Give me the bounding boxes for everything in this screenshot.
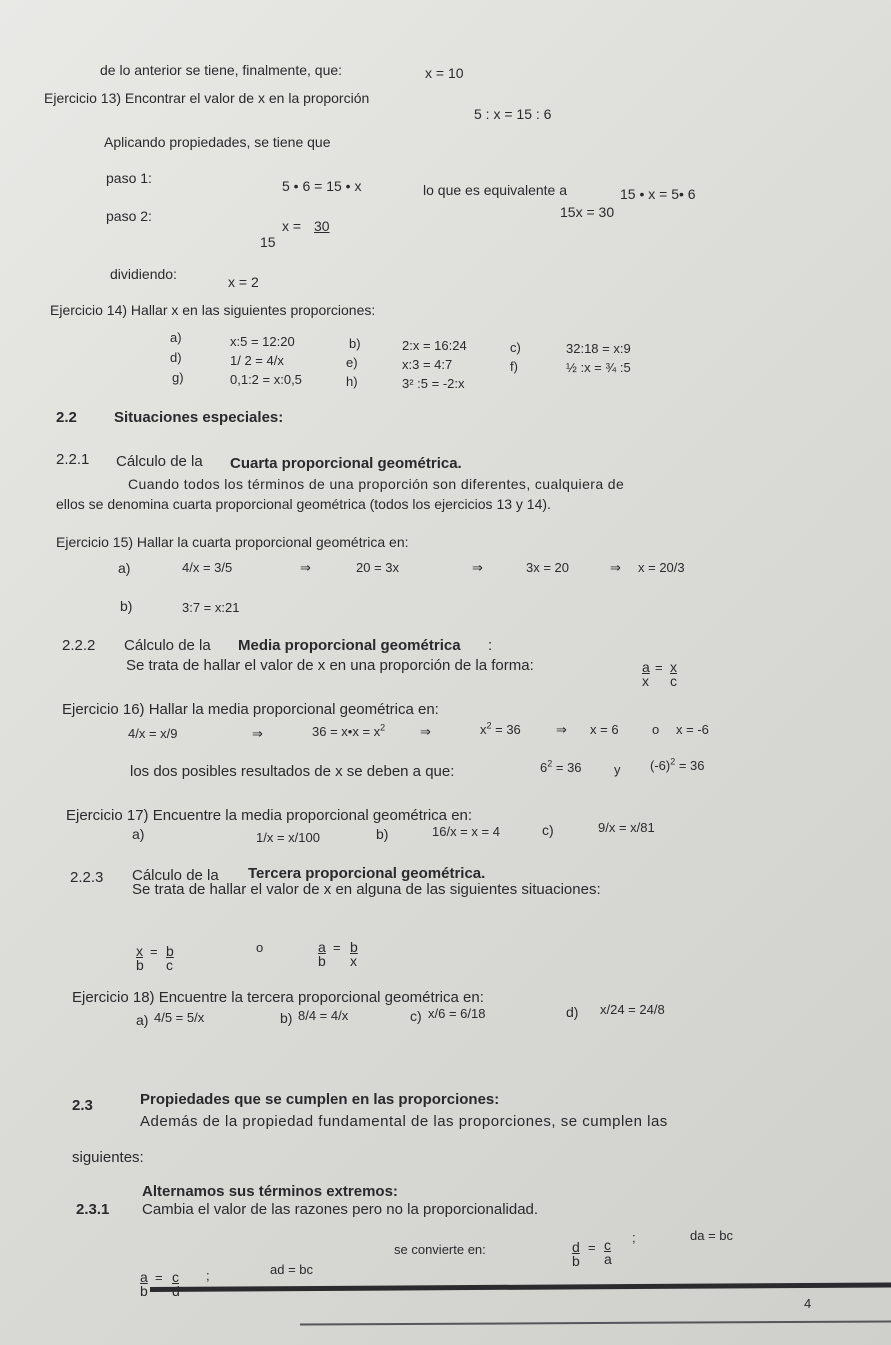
ex13-step1-eq: 5 • 6 = 15 • x (282, 178, 362, 194)
ex17-title: Ejercicio 17) Encuentre la media proporcional geométrica en: (66, 807, 473, 824)
ex16-step2 (312, 724, 385, 740)
ex16-arrow3: ⇒ (556, 722, 567, 737)
ex13-step2-den: 15 (260, 234, 276, 250)
s222-form-eq: = (655, 660, 663, 675)
ex18-d-eq: x/24 = 24/8 (600, 1002, 665, 1017)
s223-para: Se trata de hallar el valor de x en alguna de las siguientes situaciones: (132, 881, 601, 898)
s222-form-frac-a (642, 660, 650, 688)
s231-frac-db (572, 1240, 580, 1268)
ex18-a-label: a) (136, 1012, 149, 1028)
s223-title-bold: Tercera proporcional geométrica. (248, 865, 486, 882)
ex17-a-label: a) (132, 826, 145, 842)
ex13-step1-label: paso 1: (106, 170, 152, 186)
ex17-a-eq: 1/x = x/100 (256, 830, 320, 845)
ex13-equivalent-text: lo que es equivalente a (423, 182, 567, 198)
s223-f4-den: x (350, 953, 357, 969)
ex13-step2-label: paso 2: (106, 208, 152, 224)
ex16-step3 (480, 722, 521, 738)
s223-eq2: = (333, 940, 341, 955)
s223-f1 (136, 944, 144, 972)
ex16-title: Ejercicio 16) Hallar la media proporcional geométrica en: (62, 701, 439, 718)
ex16-step5: x = -6 (676, 722, 709, 737)
ex18-b-label: b) (280, 1010, 293, 1026)
ex14-title: Ejercicio 14) Hallar x en las siguientes proporciones: (50, 302, 376, 318)
ex16-results-eq2 (650, 758, 705, 774)
ex15-a-label: a) (118, 560, 131, 576)
ex16-results-y: y (614, 762, 621, 777)
ex16-results-eq1-sup: 2 (547, 758, 553, 769)
s231-para: Cambia el valor de las razones pero no la proporcionalidad. (142, 1201, 539, 1218)
s222-title-suffix: : (488, 637, 493, 654)
s223-number: 2.2.3 (70, 869, 104, 886)
ex13-equivalent-eq: 15 • x = 5• 6 (620, 186, 696, 202)
ex14-b-eq: 2:x = 16:24 (402, 338, 467, 353)
ex15-a-arrow1: ⇒ (300, 560, 311, 575)
s223-f2 (166, 944, 174, 972)
ex16-results-eq1 (540, 760, 582, 776)
ex15-a-step4: x = 20/3 (638, 560, 685, 575)
s222-number: 2.2.2 (62, 637, 96, 654)
s231-ab-num: a (140, 1269, 148, 1285)
s23-para1: Además de la propiedad fundamental de las proporciones, se cumplen las (140, 1113, 668, 1130)
ex14-e-label: e) (346, 355, 358, 370)
s223-f1-den: b (136, 957, 144, 973)
ex13-step2-num: 30 (314, 218, 330, 234)
s223-title-prefix: Cálculo de la (132, 867, 219, 884)
ex15-a-arrow3: ⇒ (610, 560, 621, 575)
ex14-d-label: d) (170, 350, 182, 365)
ex13-applying: Aplicando propiedades, se tiene que (104, 134, 331, 150)
ex14-c-label: c) (510, 340, 521, 355)
s23-title: Propiedades que se cumplen en las proporciones: (140, 1091, 500, 1108)
ex14-g-label: g) (172, 370, 184, 385)
ex16-step3-rest: = 36 (491, 722, 521, 737)
footer-rule (150, 1282, 891, 1292)
ex13-proportion: 5 : x = 15 : 6 (474, 106, 552, 122)
s222-form-b-num: x (670, 659, 677, 675)
ex16-step2-text: 36 = x•x = x (312, 724, 381, 739)
ex13-step2-lhs: x = (282, 218, 302, 234)
s231-ca-num: c (604, 1237, 611, 1253)
ex14-e-eq: x:3 = 4:7 (402, 357, 453, 372)
s231-ca-den: a (604, 1251, 612, 1267)
s222-title-prefix: Cálculo de la (124, 637, 211, 654)
s231-da-bc: da = bc (690, 1228, 734, 1243)
ex16-arrow1: ⇒ (252, 726, 263, 741)
s231-title: Alternamos sus términos extremos: (142, 1183, 398, 1200)
ex17-b-label: b) (376, 826, 389, 842)
s231-frac-ca (604, 1238, 612, 1266)
s223-f3-num: a (318, 939, 326, 955)
ex13-dividing-eq: x = 2 (228, 274, 259, 290)
ex16-results-eq1-base: 6 (540, 760, 548, 775)
ex13-dividing-label: dividiendo: (110, 266, 177, 282)
s231-db-num: d (572, 1239, 580, 1255)
ex15-a-step3: 3x = 20 (526, 560, 570, 575)
s223-f4 (350, 940, 358, 968)
s231-ad-bc: ad = bc (270, 1262, 314, 1277)
s231-semicolon1: ; (206, 1268, 210, 1283)
ex16-step3-sup: 2 (486, 720, 492, 731)
ex14-h-eq: 3² :5 = -2:x (402, 376, 465, 391)
s22-title: Situaciones especiales: (114, 409, 284, 426)
s221-number: 2.2.1 (56, 451, 90, 468)
ex16-results-eq2-sup: 2 (670, 756, 676, 767)
s221-para1: Cuando todos los términos de una proporción son diferentes, cualquiera de (128, 476, 625, 492)
ex14-f-eq: ½ :x = ¾ :5 (566, 360, 631, 375)
s231-frac-cd (172, 1270, 180, 1298)
s231-db-den: b (572, 1253, 580, 1269)
ex18-a-eq: 4/5 = 5/x (154, 1010, 205, 1025)
ex15-b-eq: 3:7 = x:21 (182, 600, 240, 615)
s231-eq1: = (155, 1270, 163, 1285)
s23-number: 2.3 (72, 1097, 93, 1114)
ex18-b-eq: 8/4 = 4/x (298, 1008, 349, 1023)
s223-f3 (318, 940, 326, 968)
ex14-h-label: h) (346, 374, 358, 389)
intro-text: de lo anterior se tiene, finalmente, que: (100, 62, 343, 78)
s222-title-bold: Media proporcional geométrica (238, 637, 461, 654)
ex18-d-label: d) (566, 1004, 579, 1020)
ex16-results-text: los dos posibles resultados de x se deben a que: (130, 763, 455, 780)
ex15-a-step2: 20 = 3x (356, 560, 400, 575)
ex16-or: o (652, 722, 660, 737)
s222-form-a-num: a (642, 659, 650, 675)
ex14-a-eq: x:5 = 12:20 (230, 334, 295, 349)
ex16-step3-x: x (480, 722, 487, 737)
page-number: 4 (804, 1296, 812, 1311)
ex17-c-label: c) (542, 822, 554, 838)
s223-or: o (256, 940, 264, 955)
ex14-d-eq: 1/ 2 = 4/x (230, 353, 284, 368)
ex13-title: Ejercicio 13) Encontrar el valor de x en la proporción (44, 90, 370, 106)
ex16-results-eq2-rest: = 36 (675, 758, 705, 773)
s223-f2-den: c (166, 957, 173, 973)
footer-rule-secondary (300, 1320, 891, 1325)
ex15-b-label: b) (120, 598, 133, 614)
s221-title-bold: Cuarta proporcional geométrica. (230, 455, 462, 472)
s22-number: 2.2 (56, 409, 77, 426)
ex16-results-eq1-rest: = 36 (552, 760, 582, 775)
s231-semicolon2: ; (632, 1230, 636, 1245)
ex16-results-eq2-base: (-6) (650, 758, 671, 773)
s223-f1-num: x (136, 943, 143, 959)
ex15-a-arrow2: ⇒ (472, 560, 483, 575)
s223-f2-num: b (166, 943, 174, 959)
ex16-step2-sup: 2 (380, 722, 386, 733)
s221-para2: ellos se denomina cuarta proporcional geométrica (todos los ejercicios 13 y 14). (56, 496, 551, 512)
intro-result: x = 10 (425, 65, 464, 81)
s223-f4-num: b (350, 939, 358, 955)
ex16-arrow2: ⇒ (420, 724, 431, 739)
ex14-f-label: f) (510, 359, 518, 374)
s222-form-a-den: x (642, 673, 649, 689)
ex14-g-eq: 0,1:2 = x:0,5 (230, 372, 302, 387)
ex14-b-label: b) (349, 336, 361, 351)
s222-form-b-den: c (670, 673, 677, 689)
ex18-c-label: c) (410, 1008, 422, 1024)
s223-eq1: = (150, 944, 158, 959)
ex14-a-label: a) (170, 330, 182, 345)
s231-cd-num: c (172, 1269, 179, 1285)
ex15-title: Ejercicio 15) Hallar la cuarta proporcional geométrica en: (56, 534, 409, 550)
ex14-c-eq: 32:18 = x:9 (566, 341, 631, 356)
s231-frac-ab (140, 1270, 148, 1298)
ex16-step1: 4/x = x/9 (128, 726, 178, 741)
s221-title-prefix: Cálculo de la (116, 453, 203, 470)
s23-para2: siguientes: (72, 1149, 144, 1166)
s231-converts: se convierte en: (394, 1242, 486, 1257)
ex13-equivalent-eq2: 15x = 30 (560, 204, 615, 220)
s222-para: Se trata de hallar el valor de x en una proporción de la forma: (126, 657, 534, 674)
ex17-c-eq: 9/x = x/81 (598, 820, 655, 835)
ex18-c-eq: x/6 = 6/18 (428, 1006, 486, 1021)
s231-ab-den: b (140, 1283, 148, 1299)
ex17-b-eq: 16/x = x = 4 (432, 824, 500, 839)
ex16-step4: x = 6 (590, 722, 619, 737)
s222-form-frac-b (670, 660, 677, 688)
ex15-a-step1: 4/x = 3/5 (182, 560, 233, 575)
s231-eq2: = (588, 1240, 596, 1255)
s231-number: 2.3.1 (76, 1201, 110, 1218)
ex18-title: Ejercicio 18) Encuentre la tercera proporcional geométrica en: (72, 989, 484, 1006)
s223-f3-den: b (318, 953, 326, 969)
